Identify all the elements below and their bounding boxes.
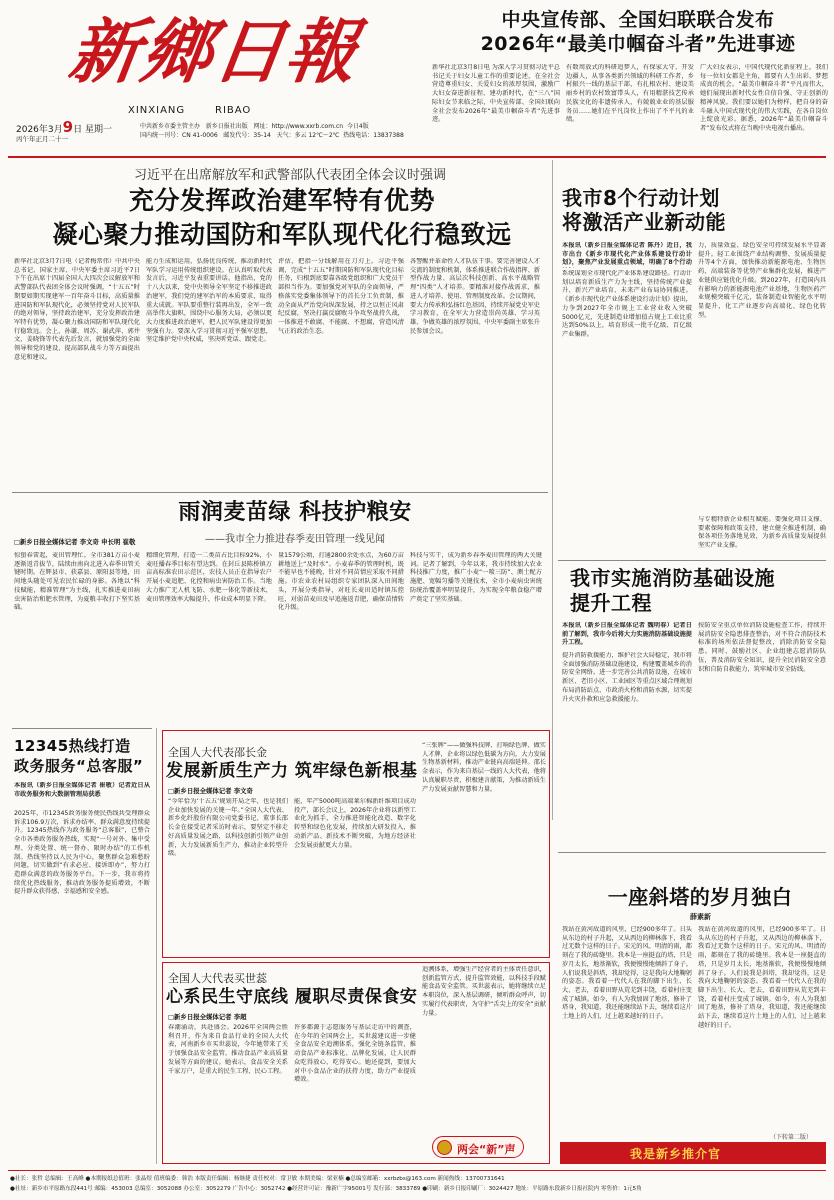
column-divider-left bbox=[156, 728, 157, 1164]
essay-title: 一座斜塔的岁月独白 bbox=[607, 885, 793, 909]
top-news-col1: 新华社北京3月8日电 为深入学习贯彻习近平总书记关于妇女儿童工作的重要论述，在全社会营造尊重妇女、关爱妇女的浓厚氛围，激励广大妇女奋进新征程、建功新时代，在“三八”国际妇女节来临之际，中央宣传部、全国妇联向全社会发布2026年“最美巾帼奋斗者”先进事迹。 bbox=[432, 64, 560, 124]
essay-continue: （下转第二版） bbox=[770, 1134, 813, 1141]
feature1-col4: 科技与实干，成为新乡春季麦田管理的两大关键词。记者了解到，今年以来，我市持续加大农业科技推广力度，推广小麦“一喷三防”、测土配方施肥、宽幅匀播等关键技术，全市小麦病虫害统防统治覆盖率明显提升，为实现全年粮食稳产增产奠定了坚实基础。 bbox=[410, 552, 542, 603]
npc1-kicker: 全国人大代表邵长金 bbox=[168, 746, 267, 759]
right-story1-title: 我市8个行动计划 将激活产业新动能 bbox=[562, 186, 726, 234]
right-story1-col3: 与专精特新企业相互赋能。要强化项目支撑、要素保障和政策支持，建立健全推进机制，确保各项任务落地见效，为新乡高质量发展提供坚实产业支撑。 bbox=[698, 516, 826, 550]
masthead-info: 中共新乡市委主管主办 新乡日报社出版 网址：http://www.xxrb.com.cn 今日4版 国内统一刊号：CN 41-0006 邮发代号：35-14 天气：多云 12℃～2℃ 热线电话：13837388 bbox=[140, 123, 404, 139]
lead-col3: 评估，把指一分线解用在刀刃上。习近平强调，完成“十五五”时期国防和军队现代化目标任务，归根到底要靠各级党组织和广大党员干部担当作为。要加强党对军队的全面领导，严格落实党委集体领导下的首长分工负责制，推动全面从严治党向纵深发展，持之以恒正风肃纪反腐，坚决打赢反腐败斗争攻坚战持久战，一体推进不敢腐、不能腐、不想腐，营造风清气正的政治生态。 bbox=[278, 258, 404, 335]
npc2-title: 心系民生守底线 履职尽责保食安 bbox=[166, 987, 418, 1007]
npc1-col2: 能，年产5000吨高端莱尔棉新纤维项目成功投产，部长会议上，2026年企业将以新型工业化为抓手，全力推进智能化改造、数字化转型和绿色化发展，持续加大研发投入，推动新产品、新技术不断突破，为地方经济社会发展贡献更大力量。 bbox=[294, 798, 416, 849]
npc2-byline: □新乡日报全媒体记者 李超 bbox=[168, 1013, 247, 1021]
right-story2-col2: 按防安全重点单位消防设施检查工作，持续开展消防安全隐患排查整治，对不符合消防技术标准的场所依法督促整改，消除消防安全隐患。同时，鼓励社区、企业组建志愿消防队伍，普及消防安全知识，提升全民消防安全意识和自防自救能力，筑牢城市安全防线。 bbox=[698, 622, 826, 673]
lead-col1: 新华社北京3月7日电（记者梅常伟）中共中央总书记、国家主席、中央军委主席习近平7日下午在出席十四届全国人大四次会议解放军和武警部队代表团全体会议时强调，“十五五”时期要如期实现建军一百年奋斗目标，高质量推进国防和军队现代化，必须坚持党对人民军队的绝对领导，坚持政治建军，充分发挥政治建军特有优势，凝心聚力推动国防和军队现代化行稳致远。会上，孙谦、周苏、谢武萍、郭井文、姜晓锋等代表先后发言，就加强党的全面领导和党的建设、提高部队战斗力等方面提出意见和建议。 bbox=[14, 258, 140, 361]
npc1-col1: “今年恰为‘十五五’规划开局之年，也是我们企业加快发展的关键一年。”全国人大代表、新乡化纤股份有限公司党委书记、董事长邵长金在接受记者采访时表示，要坚定不移走好高质量发展之路，以科技创新引领产业创新，大力发展新质生产力，推动企业转型升级。 bbox=[168, 798, 288, 858]
hotline-title: 12345热线打造 政务服务“总客服” bbox=[14, 737, 144, 775]
lead-kicker: 习近平在出席解放军和武警部队代表团全体会议时强调 bbox=[133, 168, 446, 183]
issue-date: 2026年3月9日 星期一 bbox=[16, 118, 112, 136]
top-news-col3: 广大妇女表示，中国代现代化新征程上，我们每一位妇女都是主角，都要有人生出彩、梦想成真的机会。“最美巾帼奋斗者”平凡而伟大，她们展现出新时代女性自信自强、守正创新的精神风貌。我们要以她们为榜样，把自身的奋斗融入中国式现代化的伟大实践，在各自岗位上绽放光彩。据悉，2026年“最美巾帼奋斗者”发布仪式将在当晚中央电视台播出。 bbox=[700, 64, 828, 132]
right-story2-byline: 本报讯（新乡日报全媒体记者 魏明春）记者日前了解到，我市今后将大力实施消防基础设施提升工程。 bbox=[562, 622, 692, 647]
feature1-col2: 精细化管理、打造一二类苗占比目标92%，小麦旺播春季目标有望达到。在封丘县陈桥镇万亩高标准农田示范区，农技人员正在指导农户开展小麦追肥、化控和病虫害防治工作。当地大力推广无人机飞防、水肥一体化等新技术，麦田管理效率大幅提升，作业成本明显下降。 bbox=[146, 552, 272, 603]
npc1-title: 发展新质生产力 筑牢绿色新根基 bbox=[166, 761, 418, 781]
feature1-subtitle: ——我市全力推进春季麦田管理一线见闻 bbox=[205, 534, 385, 545]
feature1-col1: 惊蛰春雷起，麦田管理忙。全市381万亩小麦逐渐返青拔节，陆续由南向北进入春季田管关键时期。在辉县市、获嘉县、原阳县等地，田间地头随处可见农民忙碌的身影。各地以“科技赋能，精准管理”为主线，扎实推进麦田病虫害防治和肥水管理，为夏粮丰收打下坚实基础。 bbox=[14, 552, 140, 612]
promo-banner-label: 我是新乡推介官 bbox=[630, 1147, 722, 1161]
footer-rule bbox=[8, 1170, 826, 1171]
right-story1-col1: 系统谋划全市现代化产业体系建设路径。行动计划以培育新质生产力为主线，坚持传统产业提升、新兴产业培育、未来产业布局协同推进。《新乡市现代化产业体系建设行动计划》提出，力争到2027年全市规上工业营业收入突破5000亿元，先进制造业增加值占规上工业比重达到50%以上，培育形成一批千亿级、百亿级产业集群。 bbox=[562, 270, 692, 338]
lead-headline: 充分发挥政治建军特有优势 凝心聚力推动国防和军队现代化行稳致远 bbox=[52, 186, 512, 249]
top-news-col2: 有数周放式的科研追梦人，有保家大守、开发边疆人，从事各类新兴领域的科研工作者，乡村振兴一线的基层干部，有扎根农村、建设美丽乡村的农村致富带头人，有用精湛技艺传承民族文化的非遗传承人，有兢兢业业的基层服务员……她们在平凡岗位上作出了不平凡的业绩。 bbox=[566, 64, 694, 124]
footer bbox=[10, 1174, 826, 1194]
hotline-text: 2025年，市12345政务服务便民热线共受理群众诉求106.9万次，诉求办结率、群众满意度持续提升。12345热线作为政务服务“总客服”，已整合全市各类政务服务热线，实现“一号对外、集中受理、分类处置、统一督办、限时办结”的工作机制。热线坚持以人民为中心，聚焦群众急难愁盼问题，切实做到“有求必应、接诉即办”，努力打造群众满意的政务服务平台。下一步，我市将持续优化热线服务，推动政务服务提质增效，不断提升群众获得感、幸福感和安全感。 bbox=[14, 810, 150, 896]
lunar-date: 丙午年正月二十一 bbox=[16, 135, 68, 143]
divider-right-story2 bbox=[558, 560, 826, 561]
lianghui-badge bbox=[432, 1136, 524, 1158]
right-story1-byline: 本报讯（新乡日报全媒体记者 陈丹）近日，我市出台《新乡市现代化产业体系建设行动计划》，聚焦产业发展重点领域，明确了8个行动 bbox=[562, 242, 692, 267]
npc2-col3: 追溯体系，增强生产经营者的主体责任意识，创新监管方式，提升监管效能，以科技手段赋能食品安全监管。买世蕊表示，她将继续立足本职岗位，深入基层调研，倾听群众呼声，切实履行代表职责，为守护“舌尖上的安全”贡献力量。 bbox=[422, 966, 546, 1017]
essay-col1: 我站在黄河故道的风里，已经900多年了。日头从东边的村子升起，又从西边的柳林落下，我看过无数个这样的日子。宋元的风、明清的雨，都刻在了我的砖缝里。我本是一座挺直的塔，只是岁月太长，地基渐软，我便慢慢地倾斜了身子。人们说我是斜塔，我却觉得，这是我向大地鞠躬的姿态。我看着一代代人在我的脚下出生、长大、老去，看着田野从荒芜到丰饶，看着村庄变成了城镇。如今，有人为我加固了地基，修补了塔身，我知道，我还能继续站下去，继续看这片土地上的人们，过上越来越好的日子。 bbox=[562, 926, 692, 1021]
lead-col4: 各警醒并革命性人才队伍干事。要完善建设人才交流的制度和机制，体系推进联合作战指挥、新型作战力量、高层次科技创新、高水平战略管理“四类”人才培养。要精准对接作战需求，推进人才培养、使用、管理制度改革。会议期间，要大力传承和弘扬红色基因，持续开展党史军史学习教育，在全军大力营造崇尚英雄、学习英雄、争做英雄的浓厚氛围。中央军委副主席张升民参加会议。 bbox=[410, 258, 540, 335]
npc2-kicker: 全国人大代表买世蕊 bbox=[168, 972, 267, 985]
emblem-icon bbox=[437, 1140, 452, 1155]
right-story1-col2: 力，质量效益、绿色安全可持续发展水平显著提升。轻工业围绕产业结构调整、发展质量提升等4个方面，加快推动新能源电池、生物医药、高端装备等优势产业集群化发展，推进产业链供应链优化升级。到2027年，打造国内具有影响力的新能源电池产业基地，生物医药产业规模突破千亿元，装备制造业智能化水平明显提升，化工产业逐步向高端化、绿色化转型。 bbox=[698, 242, 826, 319]
npc1-col3: “三张牌”——做强科技牌、打响绿色牌、做实人才牌，企业将以绿色低碳为方向，大力发展生物基新材料，推动产业链向高端延伸。邵长金表示，作为来自基层一线的人大代表，他将认真履职尽责，积极建言献策，为推动新质生产力发展贡献智慧和力量。 bbox=[422, 742, 546, 793]
feature1-byline: □新乡日报全媒体记者 李文奇 申长明 崔敬 bbox=[14, 538, 136, 546]
lead-col2: 能力生成和运用，弘扬优良传统，推动新时代军队学习运用传统组织建设。在认真听取代表发言后，习近平发表重要讲话。他指出，党的十八大以来，党中央领导全军坚定不移推进政治建军，我们党的建军治军的本质要求，取得重大成就。军队要重整行装再出发，全军一致高举伟大旗帜，围绕中心服务大局，必须以更大力度推进政治建军，把人民军队建设得更加坚强有力。要深入学习贯彻习近平强军思想，坚定维护党中央权威，坚决听党话、跟党走。 bbox=[146, 258, 272, 344]
newspaper-logo: 新鄉日報 bbox=[64, 10, 364, 93]
logo-pinyin-left: XINXIANG bbox=[128, 105, 186, 116]
footer-line2: ●社址：新乡市平原路东段441号 邮编：453003 总编室：3052088 办公室：3052279 广告中心：3052742 ●经营许可证：豫新广字95001号 发行部：3833789 ●印刷：新乡日报印刷厂：3024427 地址：平原路东段新乡日报社院内 零售价：1元5角 bbox=[10, 1186, 642, 1192]
lianghui-badge-label: 两会“新”声 bbox=[457, 1143, 516, 1156]
top-news-title: 中央宣传部、全国妇联联合发布 2026年“最美巾帼奋斗者”先进事迹 bbox=[480, 9, 796, 55]
right-story2-col1: 提升消防救援能力，维护社会大局稳定，我市将全面加强消防基础设施建设，构建覆盖城乡的消防安全网络。进一步完善公共消防设施，在城市新区、老旧小区、工业园区等重点区域合理规划布局消防站点、市政消火栓和消防水源，切实提升火灾扑救和应急救援能力。 bbox=[562, 652, 692, 703]
npc2-col2: 许多都源于志愿服务与基层走访中的调查，在今年的全国两会上，买世蕊建议进一步健全食品安全追溯体系，强化全链条监管，推动食品产业标准化、品牌化发展，让人民群众吃得放心、吃得安心。她还提到，要加大对中小食品企业的扶持力度，助力产业提质增效。 bbox=[294, 1024, 416, 1084]
divider-hotline bbox=[12, 728, 152, 729]
logo-pinyin-right: RIBAO bbox=[215, 105, 252, 116]
divider-lead bbox=[12, 492, 548, 493]
masthead-divider bbox=[8, 156, 826, 158]
masthead bbox=[0, 0, 834, 143]
feature1-title: 雨润麦苗绿 科技护粮安 bbox=[178, 500, 412, 525]
npc2-col1: 春潮涌动，共赴盛会。2026年全国两会胜利召开，作为来自食品行业的全国人大代表，河南新乡市买世蕊说，今年她带来了关于加强食品安全监管、推动食品产业高质量发展等方面的建议。她表示，食品安全关系千家万户，是重大的民生工程、民心工程。 bbox=[168, 1024, 288, 1075]
hotline-byline: 本报讯（新乡日报全媒体记者 崔敬）记者近日从市政务服务和大数据管理局获悉 bbox=[14, 782, 150, 798]
footer-line1: ●社长：张哲 总编辑：王高峰 ●本期报纸总值班：张晶煜 值班编委：韩浩 本版责任编辑：杨继捷 责任校对：常卫敏 本期美编：梁亚楠 ●总编室邮箱：xxrbzbs@163.com 新闻热线：13700731641 bbox=[10, 1176, 505, 1182]
npc1-byline: □新乡日报全媒体记者 李文奇 bbox=[168, 787, 253, 795]
right-story2-title: 我市实施消防基础设施 提升工程 bbox=[570, 566, 775, 615]
column-divider-right bbox=[552, 160, 553, 820]
feature1-col3: 量1579公顷，打通2800余处水点，为60万亩耕地送上“及时水”。小麦春季的管理时机，既不能早也不能晚，针对不同苗情应采取不同措施。市农业农村局组织专家团队深入田间地头，开展分类指导，对旺长麦田适时镇压控旺，对弱苗麦田及早追施返青肥，确保苗情转化升级。 bbox=[278, 552, 404, 612]
essay-author: 薛素新 bbox=[690, 913, 711, 921]
divider-essay bbox=[558, 852, 826, 853]
essay-col2: 我站在黄河故道的风里，已经900多年了。日头从东边的村子升起，又从西边的柳林落下，我看过无数个这样的日子。宋元的风、明清的雨，都刻在了我的砖缝里。我本是一座挺直的塔，只是岁月太长，地基渐软，我便慢慢地倾斜了身子。人们说我是斜塔，我却觉得，这是我向大地鞠躬的姿态。我看着一代代人在我的脚下出生、长大、老去，看着田野从荒芜到丰饶，看着村庄变成了城镇。如今，有人为我加固了地基，修补了塔身，我知道，我还能继续站下去，继续看这片土地上的人们，过上越来越好的日子。 bbox=[698, 926, 826, 1029]
promo-banner[interactable] bbox=[560, 1142, 826, 1164]
